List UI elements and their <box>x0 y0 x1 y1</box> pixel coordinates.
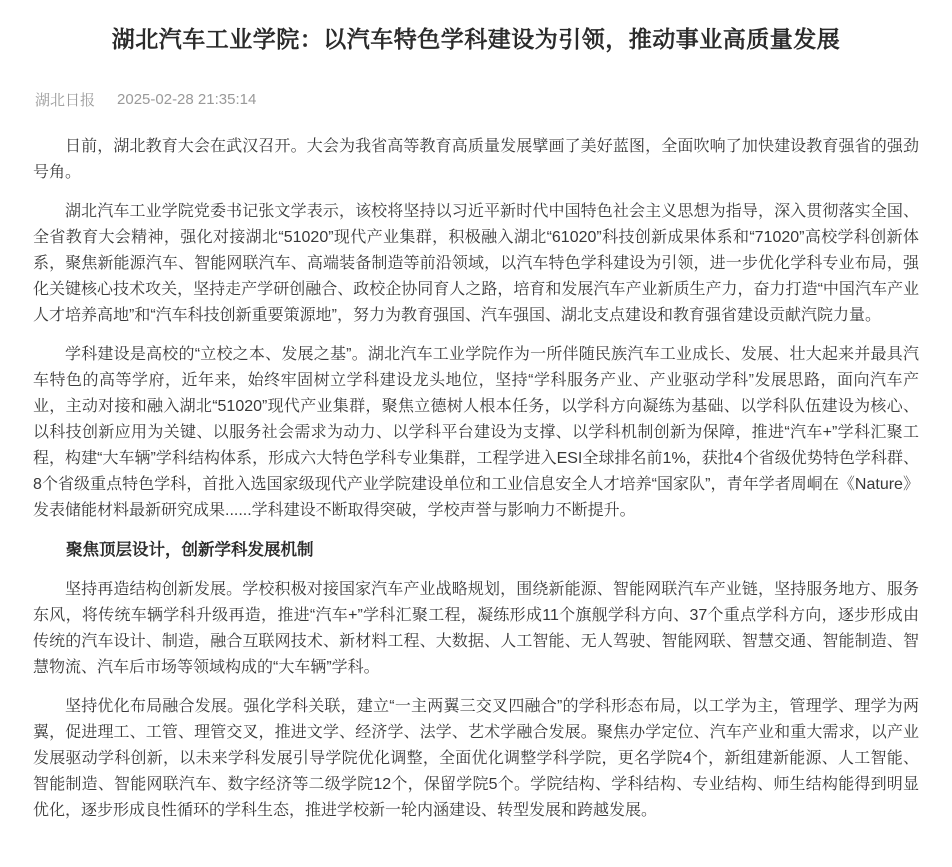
article-title: 湖北汽车工业学院：以汽车特色学科建设为引领，推动事业高质量发展 <box>111 26 841 52</box>
article-body <box>33 134 919 824</box>
article-source: 湖北日报 <box>35 92 96 110</box>
article-paragraph: 日前，湖北教育大会在武汉召开。大会为我省高等教育高质量发展擘画了美好蓝图，全面吹响了加快建设教育强省的强劲号角。 <box>33 138 919 182</box>
article-publish-time: 2025-02-28 21:35:14 <box>117 91 257 109</box>
article-paragraph: 坚持优化布局融合发展。强化学科关联，建立“一主两翼三交叉四融合”的学科形态布局，以工学为主，管理学、理学为两翼，促进理工、工管、理管交叉，推进文学、经济学、法学、艺术学融合发展。聚焦办学定位、汽车产业和重大需求，以产业发展驱动学科创新，以未来学科发展引导学院优化调整，全面优化调整学科学院，更名学院4个，新组建新能源、人工智能、智能制造、智能网联汽车、数字经济等二级学院12个，保留学院5个。学院结构、学科结构、专业结构、师生结构能得到明显优化，逐步形成良性循环的学科生态，推进学校新一轮内涵建设、转型发展和跨越发展。 <box>33 698 919 820</box>
article-meta <box>35 89 919 110</box>
article-paragraph: 学科建设是高校的“立校之本、发展之基”。湖北汽车工业学院作为一所伴随民族汽车工业成长、发展、壮大起来并最具汽车特色的高等学府，近年来，始终牢固树立学科建设龙头地位，坚持“学科服务产业、产业驱动学科”发展思路，面向汽车产业，主动对接和融入湖北“51020”现代产业集群，聚焦立德树人根本任务，以学科方向凝练为基础、以学科队伍建设为核心、以科技创新应用为关键、以服务社会需求为动力、以学科平台建设为支撑、以学科机制创新为保障，推进“汽车+”学科汇聚工程，构建“大车辆”学科结构体系，形成六大特色学科专业集群，工程学进入ESI全球排名前1%，获批4个省级优势特色学科群、8个省级重点特色学科，首批入选国家级现代产业学院建设单位和工业信息安全人才培养“国家队”，青年学者周峒在《Nature》发表储能材料最新研究成果......学科建设不断取得突破，学校声誉与影响力不断提升。 <box>33 346 919 520</box>
article-paragraph: 坚持再造结构创新发展。学校积极对接国家汽车产业战略规划，围绕新能源、智能网联汽车产业链，坚持服务地方、服务东风，将传统车辆学科升级再造，推进“汽车+”学科汇聚工程，凝练形成11个旗舰学科方向、37个重点学科方向，逐步形成由传统的汽车设计、制造，融合互联网技术、新材料工程、大数据、人工智能、无人驾驶、智能网联、智慧交通、智能制造、智慧物流、汽车后市场等领域构成的“大车辆”学科。 <box>33 581 919 677</box>
article-paragraph: 湖北汽车工业学院党委书记张文学表示，该校将坚持以习近平新时代中国特色社会主义思想为指导，深入贯彻落实全国、全省教育大会精神，强化对接湖北“51020”现代产业集群，积极融入湖北“61020”科技创新成果体系和“71020”高校学科创新体系，聚焦新能源汽车、智能网联汽车、高端装备制造等前沿领域，以汽车特色学科建设为引领，进一步优化学科专业布局，强化关键核心技术攻关，坚持走产学研创融合、政校企协同育人之路，培育和发展汽车产业新质生产力，奋力打造“中国汽车产业人才培养高地”和“汽车科技创新重要策源地”，努力为教育强国、汽车强国、湖北支点建设和教育强省建设贡献汽院力量。 <box>33 203 919 325</box>
article-subheading: 聚焦顶层设计，创新学科发展机制 <box>66 541 314 560</box>
